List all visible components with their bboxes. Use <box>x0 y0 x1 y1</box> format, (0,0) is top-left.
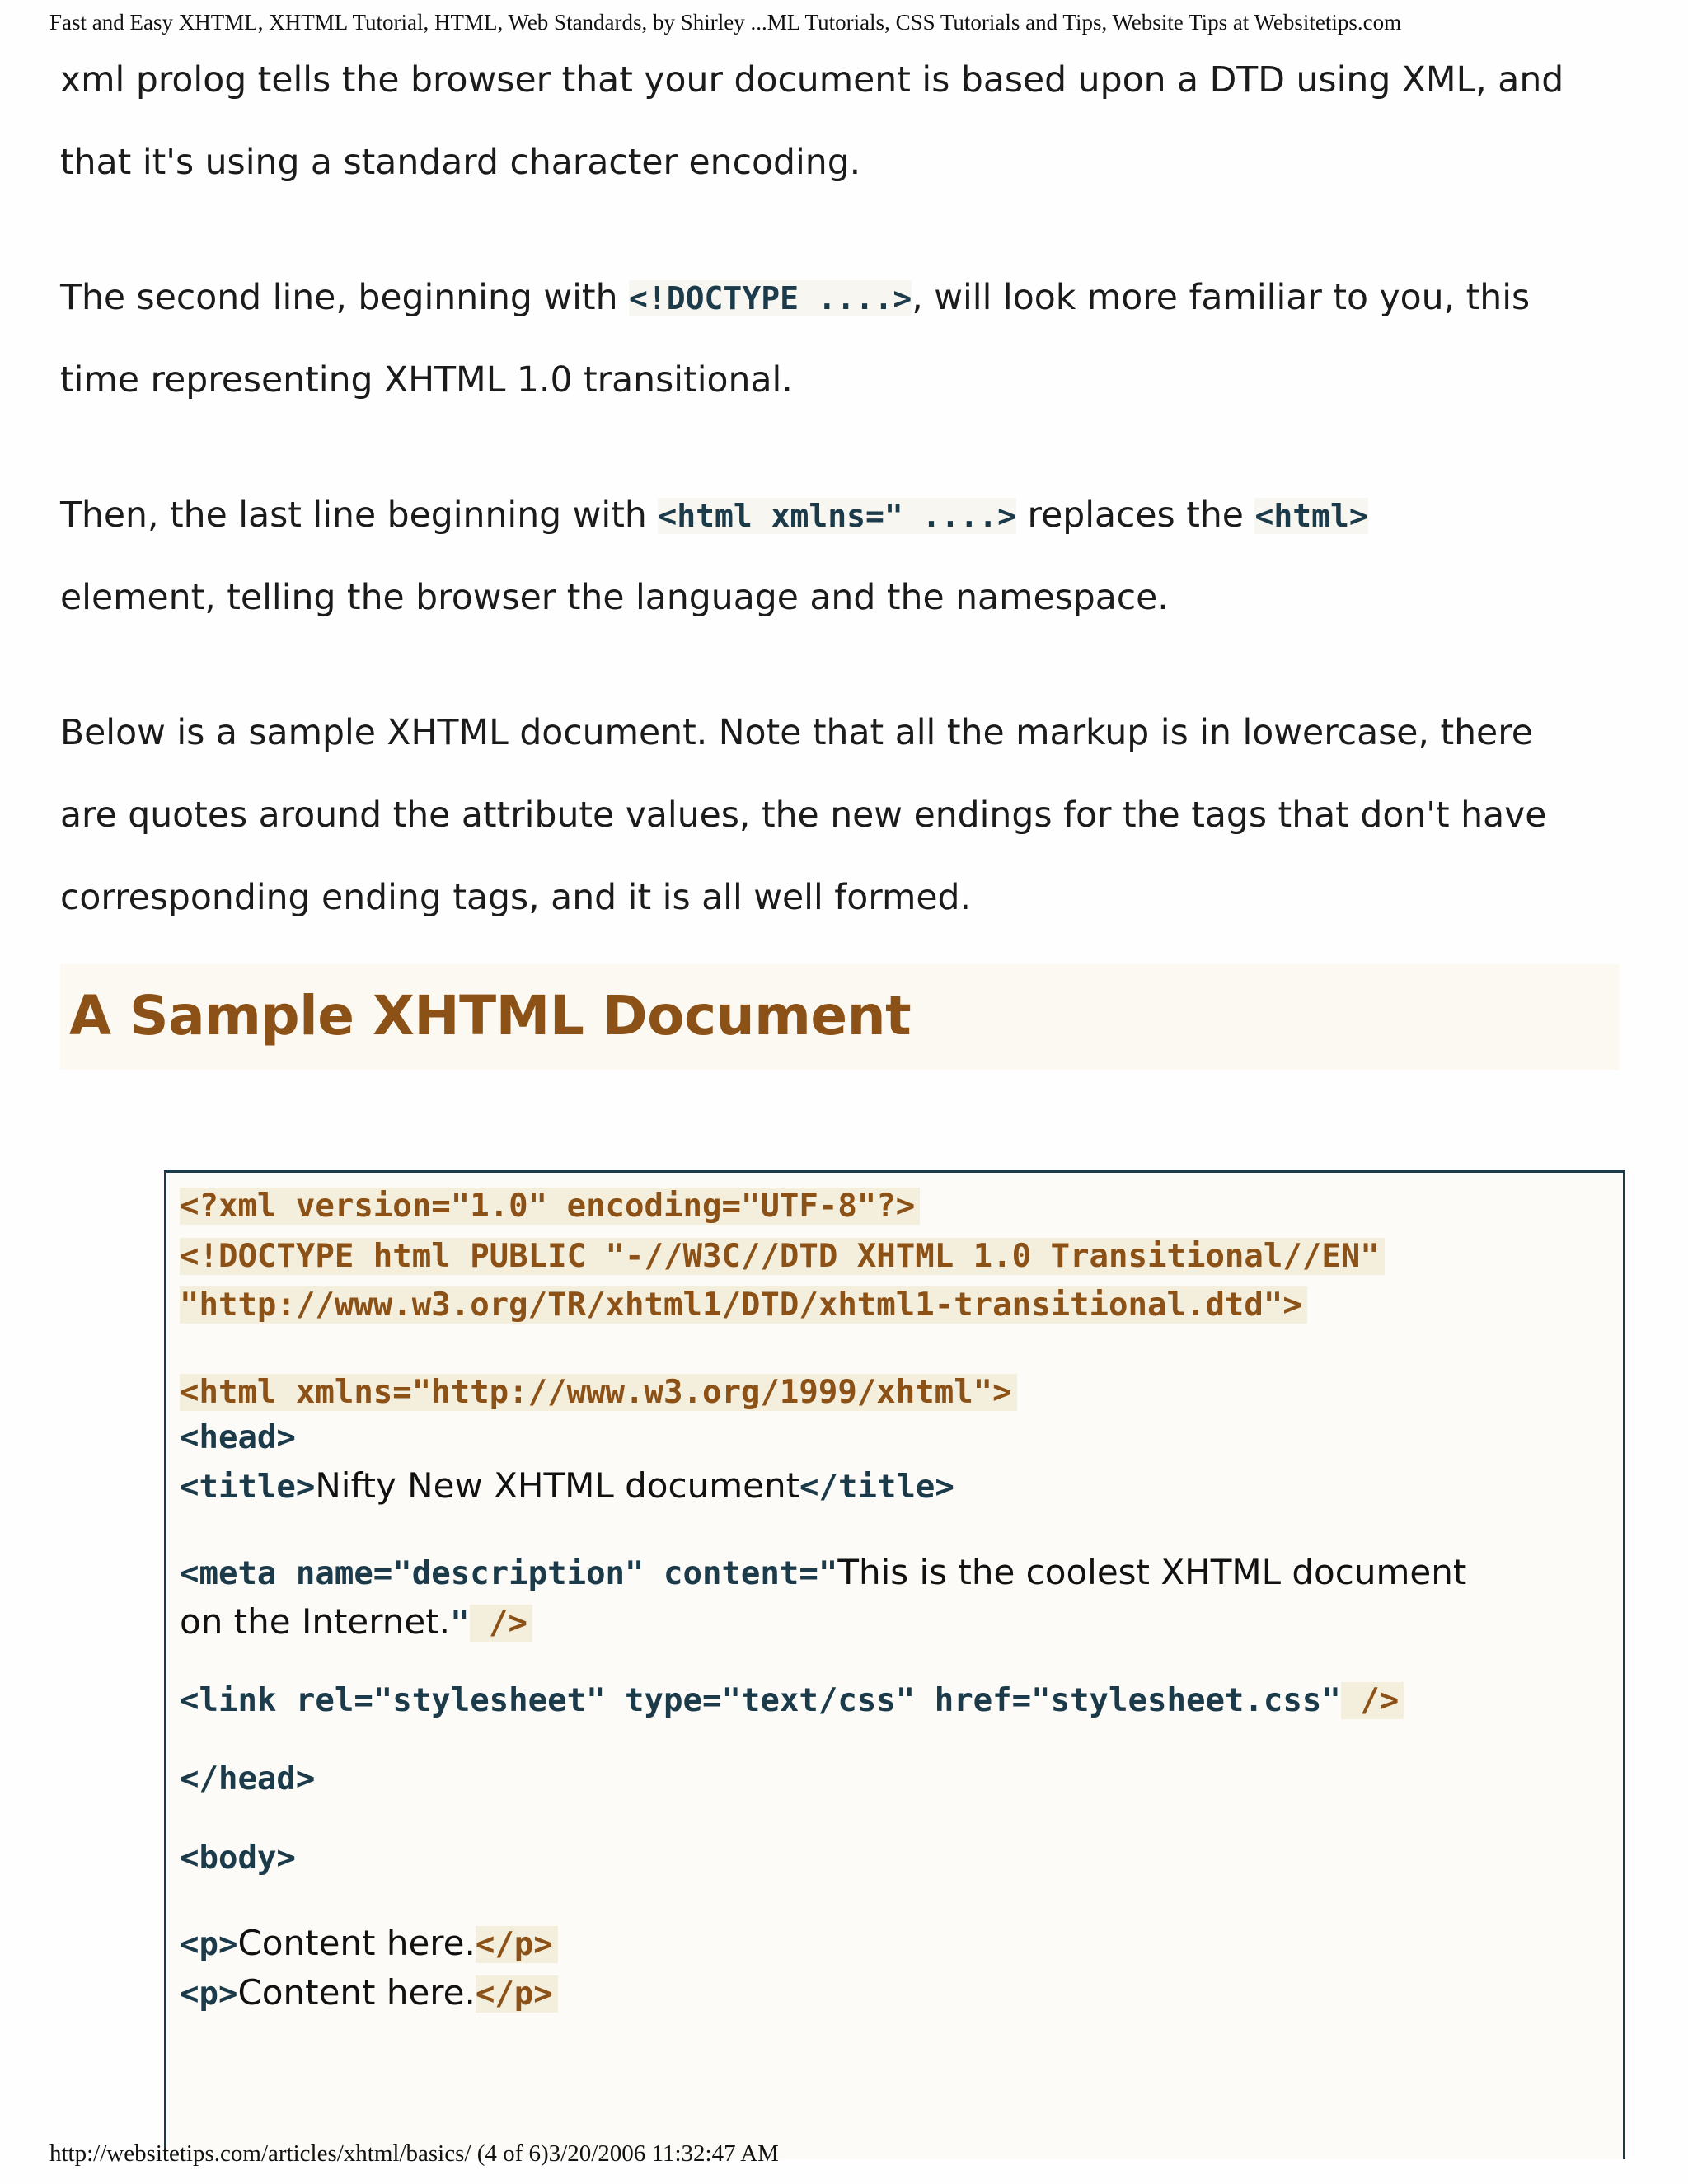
article-body <box>60 40 1626 992</box>
text-fragment: , will look more familiar to you, this <box>912 278 1531 318</box>
paragraph-sample-intro <box>60 692 1626 940</box>
text-fragment: The second line, beginning with <box>60 278 630 318</box>
text-line: are quotes around the attribute values, the new endings for the tags that don't have <box>60 795 1547 836</box>
code-line-head-close: </head> <box>180 1760 316 1797</box>
text-fragment: replaces the <box>1016 495 1255 536</box>
text-line: element, telling the browser the language and the namespace. <box>60 578 1169 618</box>
code-line-head-open: <head> <box>180 1419 296 1456</box>
code-line-title: <title>Nifty New XHTML document</title> <box>180 1465 954 1506</box>
text-line: that it's using a standard character encoding. <box>60 143 861 183</box>
text-line: corresponding ending tags, and it is all well formed. <box>60 878 972 918</box>
code-line-meta: <meta name="description" content="This is the coolest XHTML document <box>180 1552 1467 1592</box>
code-line-paragraph: <p>Content here.</p> <box>180 1920 558 1968</box>
code-line-xml-prolog: <?xml version="1.0" encoding="UTF-8"?> <box>180 1183 920 1230</box>
code-line-html-open: <html xmlns="http://www.w3.org/1999/xhtml"> <box>180 1370 1017 1416</box>
code-line-paragraph: <p>Content here.</p> <box>180 1970 558 2018</box>
paragraph-html-element <box>60 475 1626 640</box>
print-footer: http://websitetips.com/articles/xhtml/basics/ (4 of 6)3/20/2006 11:32:47 AM <box>49 2140 779 2167</box>
code-line-doctype: <!DOCTYPE html PUBLIC "-//W3C//DTD XHTML 1.0 Transitional//EN" <box>180 1234 1385 1280</box>
paragraph-doctype <box>60 257 1626 422</box>
code-line-dtd-url: "http://www.w3.org/TR/xhtml1/DTD/xhtml1-transitional.dtd"> <box>180 1282 1307 1329</box>
text-line: xml prolog tells the browser that your document is based upon a DTD using XML, and <box>60 60 1564 101</box>
inline-code-html-xmlns: <html xmlns=" ....> <box>658 498 1017 534</box>
print-header: Fast and Easy XHTML, XHTML Tutorial, HTML, Web Standards, by Shirley ...ML Tutorials, CSS Tutorials and Tips, Website Tips at Websitetips.com <box>49 10 1402 35</box>
inline-code-html: <html> <box>1254 498 1368 534</box>
code-line-meta-cont: on the Internet." /> <box>180 1599 532 1647</box>
inline-code-doctype: <!DOCTYPE ....> <box>629 280 912 316</box>
code-line-link: <link rel="stylesheet" type="text/css" href="stylesheet.css" /> <box>180 1678 1404 1724</box>
paragraph-prolog <box>60 40 1626 204</box>
text-line: time representing XHTML 1.0 transitional. <box>60 360 793 401</box>
code-line-body-open: <body> <box>180 1840 296 1877</box>
text-line: Below is a sample XHTML document. Note that all the markup is in lowercase, there <box>60 713 1533 753</box>
text-fragment: Then, the last line beginning with <box>60 495 659 536</box>
section-heading: A Sample XHTML Document <box>69 984 912 1047</box>
